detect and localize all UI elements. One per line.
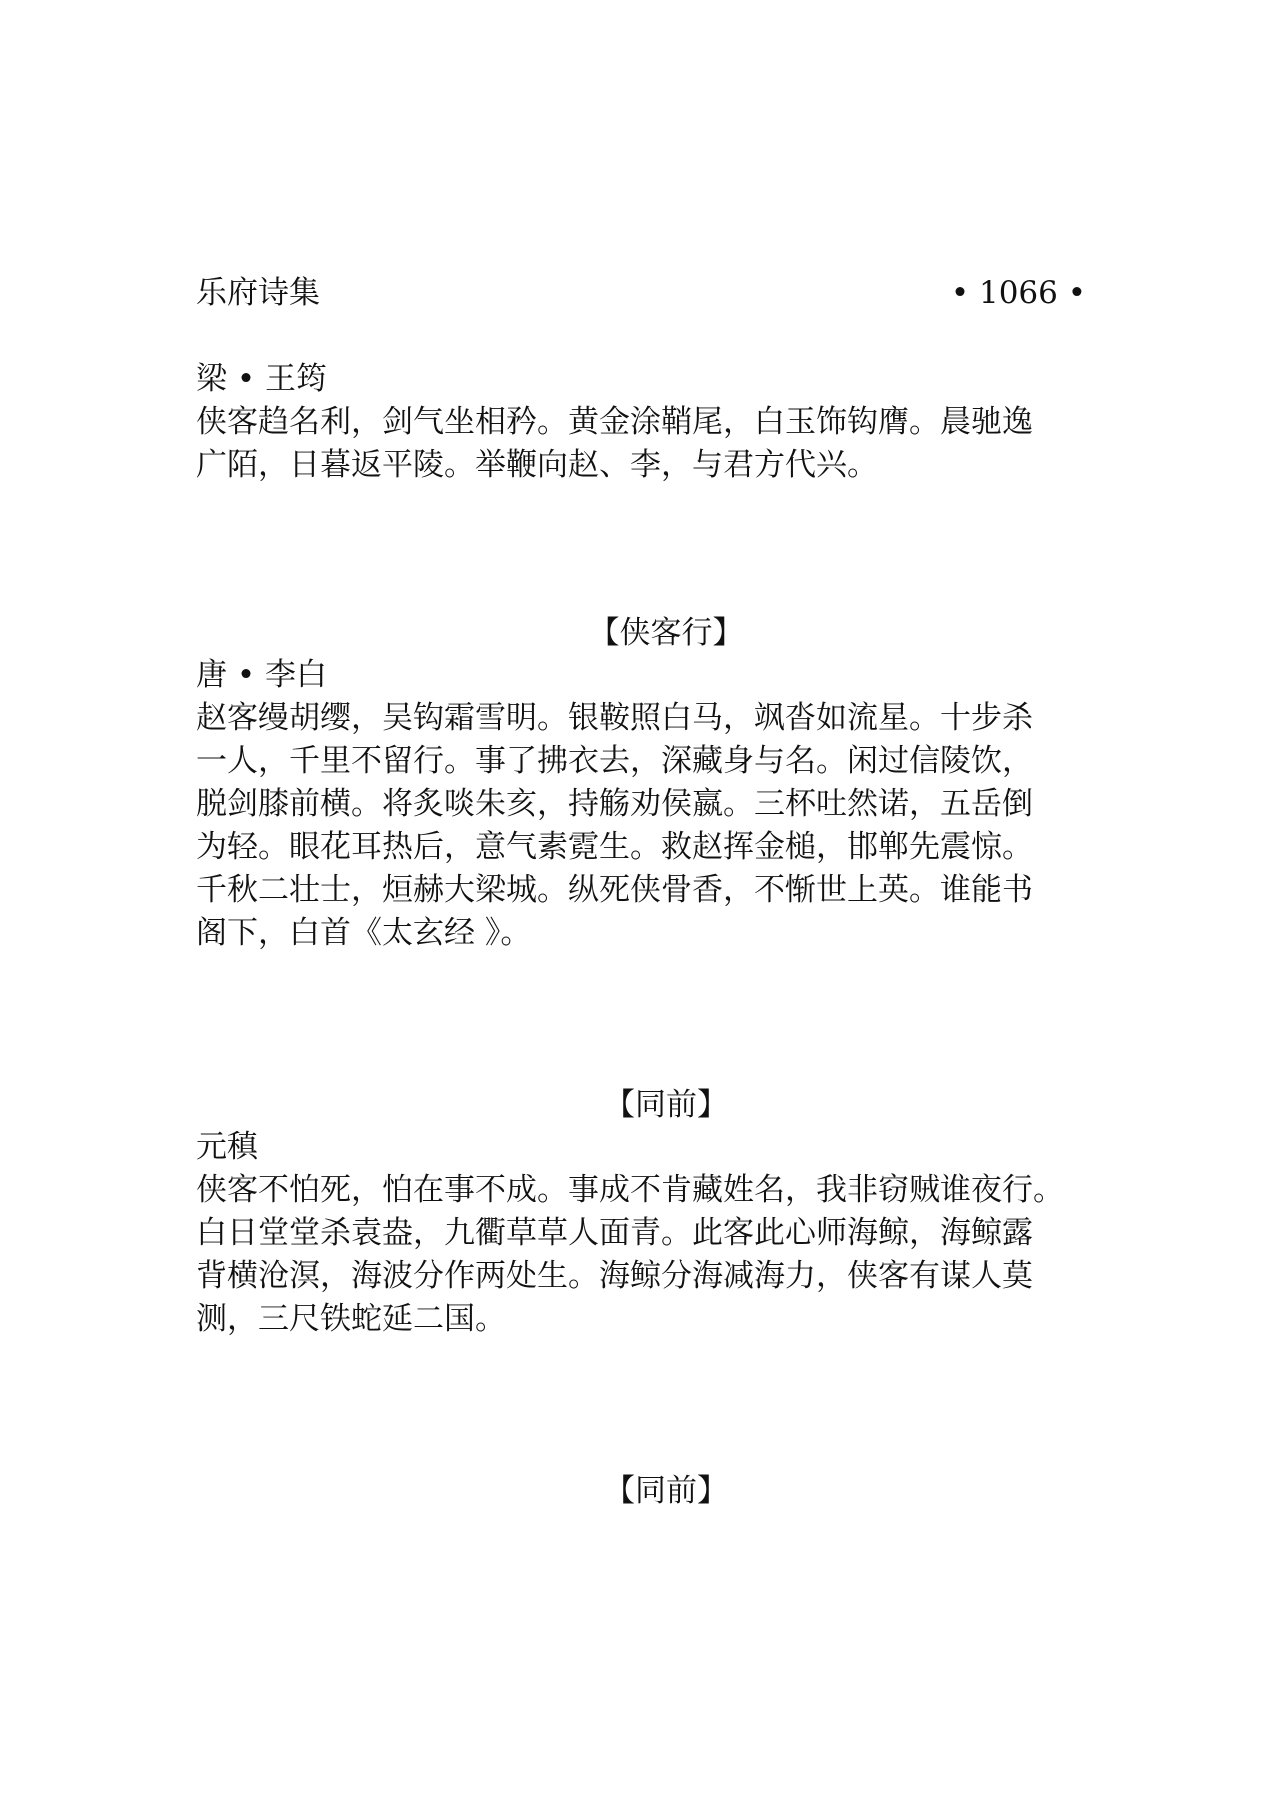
section-title <box>196 1082 1096 1128</box>
poem-line: 广陌，日暮返平陵。举鞭向赵、李，与君方代兴。 <box>196 447 878 483</box>
poem-line: 阁下，白首《太玄经 》。 <box>196 915 532 951</box>
poem-line: 测，三尺铁蛇延二国。 <box>196 1301 506 1337</box>
poem-wang-yun <box>196 358 1096 487</box>
poem-line: 白日堂堂杀袁盎，九衢草草人面青。此客此心师海鲸，海鲸露 <box>196 1215 1033 1251</box>
poem-line: 为轻。眼花耳热后，意气素霓生。救赵挥金槌，邯郸先震惊。 <box>196 829 1033 865</box>
poem-line: 脱剑膝前横。将炙啖朱亥，持觞劝侯嬴。三杯吐然诺，五岳倒 <box>196 786 1033 822</box>
poem-line: 侠客不怕死，怕在事不成。事成不肯藏姓名，我非窃贼谁夜行。 <box>196 1172 1064 1208</box>
poem-author: 元稹 <box>196 1129 258 1165</box>
poem-yuan-zhen <box>196 1126 1096 1341</box>
poem-author: 唐 • 李白 <box>196 657 327 693</box>
poem-li-bai <box>196 654 1096 955</box>
page-number: • 1066 • <box>950 275 1086 311</box>
poem-line: 赵客缦胡缨，吴钩霜雪明。银鞍照白马，飒沓如流星。十步杀 <box>196 700 1033 736</box>
section-title <box>196 1468 1096 1514</box>
poem-line: 背横沧溟，海波分作两处生。海鲸分海减海力，侠客有谋人莫 <box>196 1258 1033 1294</box>
section-title-text: 【同前】 <box>604 1087 728 1123</box>
poem-line: 千秋二壮士，烜赫大梁城。纵死侠骨香，不惭世上英。谁能书 <box>196 872 1033 908</box>
poem-line: 一人，千里不留行。事了拂衣去，深藏身与名。闲过信陵饮， <box>196 743 1033 779</box>
poem-line: 侠客趋名利，剑气坐相矜。黄金涂鞘尾，白玉饰钩膺。晨驰逸 <box>196 404 1033 440</box>
page-header <box>196 268 1086 318</box>
poem-author: 梁 • 王筠 <box>196 361 327 397</box>
section-title-text: 【同前】 <box>604 1473 728 1509</box>
section-title <box>196 610 1096 656</box>
book-title: 乐府诗集 <box>196 275 320 311</box>
section-title-text: 【侠客行】 <box>588 615 744 651</box>
